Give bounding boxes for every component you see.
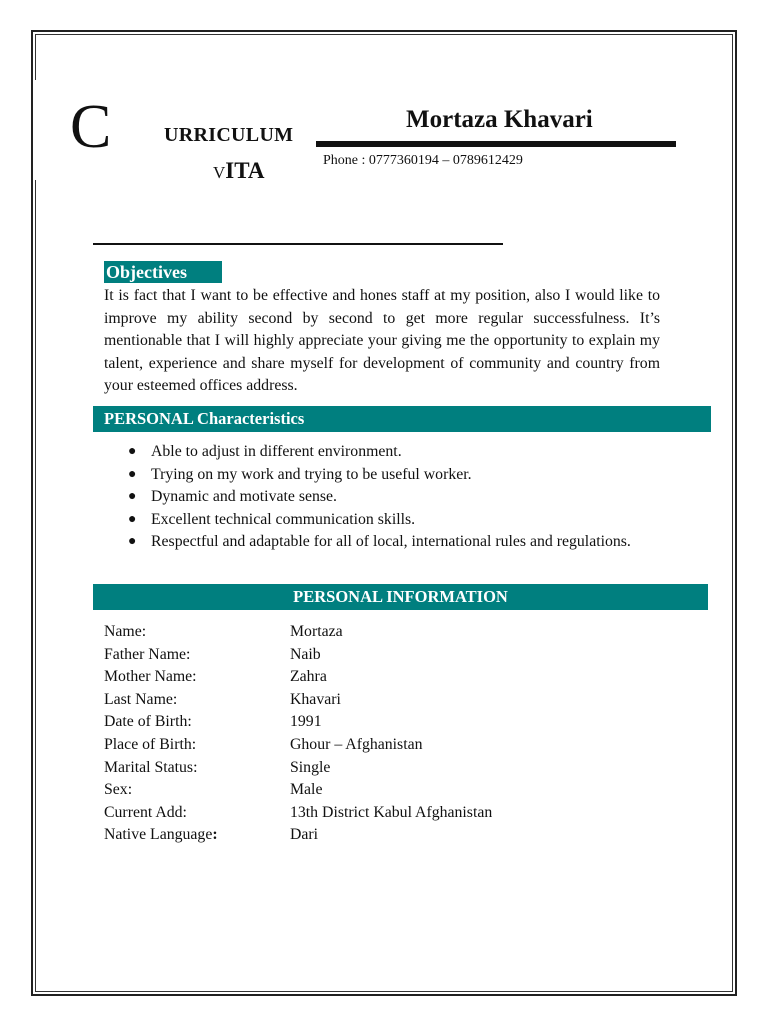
info-label: Father Name: [104, 645, 191, 663]
info-row [104, 802, 664, 825]
info-value: Single [290, 758, 331, 776]
info-row [104, 779, 664, 802]
list-item: ● Respectful and adaptable for all of local, international rules and regulations. [128, 531, 660, 554]
list-item: ● Dynamic and motivate sense. [128, 486, 660, 509]
list-item: ● Excellent technical communication skills. [128, 509, 660, 532]
candidate-name: Mortaza Khavari [406, 106, 593, 133]
info-label: Place of Birth: [104, 735, 197, 753]
bullet-icon: ● [128, 466, 137, 482]
personal-info-table [104, 621, 664, 847]
info-value: 13th District Kabul Afghanistan [290, 803, 493, 821]
title-initial: C [70, 93, 112, 161]
bullet-icon: ● [128, 489, 137, 505]
objectives-text: It is fact that I want to be effective and hones staff at my position, also I would like to improve my ability second by second to get more regular successfulness. It’s mentionable that I will highly appreciate your giving me the opportunity to explain my talent, experience and share myself for development of community and country from your esteemed offices address. [104, 287, 660, 395]
info-label: Current Add: [104, 803, 187, 821]
border-gap [34, 80, 38, 180]
info-label: Marital Status: [104, 758, 198, 776]
info-value: Ghour – Afghanistan [290, 735, 423, 753]
list-item: ● Able to adjust in different environment. [128, 441, 660, 464]
info-row [104, 644, 664, 667]
objectives-heading: Objectives [106, 262, 187, 282]
header-divider [93, 243, 503, 245]
info-value: 1991 [290, 713, 322, 731]
bullet-icon: ● [128, 534, 137, 550]
info-row [104, 689, 664, 712]
info-value: Khavari [290, 690, 341, 708]
info-row [104, 757, 664, 780]
info-row [104, 734, 664, 757]
info-row [104, 621, 664, 644]
info-row [104, 824, 664, 847]
list-item: ● Trying on my work and trying to be useful worker. [128, 464, 660, 487]
characteristics-heading: PERSONAL Characteristics [93, 406, 711, 432]
characteristics-list [128, 441, 660, 554]
info-label: Native Language: [104, 826, 218, 844]
info-label: Mother Name: [104, 668, 197, 686]
info-value: Naib [290, 645, 321, 663]
name-underline [316, 141, 676, 147]
info-value: Mortaza [290, 623, 343, 640]
bullet-icon: ● [128, 511, 137, 527]
title-vita-initial: V [213, 163, 226, 182]
info-row [104, 666, 664, 689]
title-vita-rest: ITA [225, 158, 265, 183]
title-curriculum: URRICULUM [164, 124, 294, 146]
info-label: Last Name: [104, 690, 178, 708]
info-value: Zahra [290, 668, 327, 686]
title-vita [213, 158, 264, 184]
phone-line: Phone : 0777360194 – 0789612429 [323, 153, 523, 168]
personal-info-heading: PERSONAL INFORMATION [93, 584, 708, 610]
info-value: Male [290, 781, 323, 799]
info-label: Name: [104, 623, 147, 640]
info-label: Sex: [104, 781, 133, 799]
info-row [104, 711, 664, 734]
info-value: Dari [290, 826, 319, 844]
bullet-icon: ● [128, 444, 137, 459]
info-label: Date of Birth: [104, 713, 192, 731]
colon-bold: : [212, 826, 218, 844]
